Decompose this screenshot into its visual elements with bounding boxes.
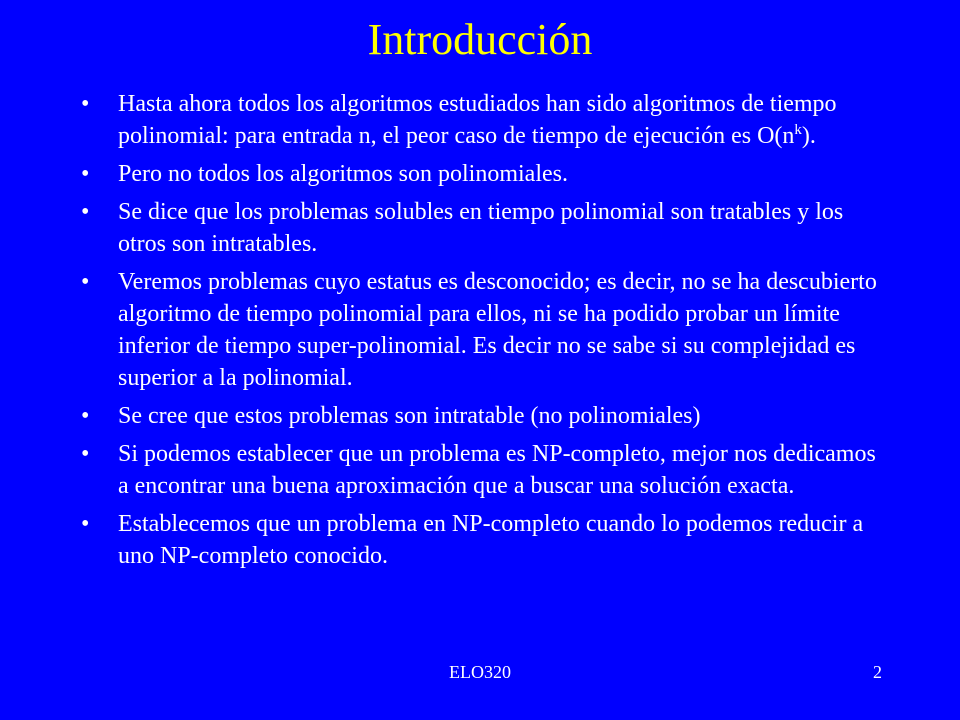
bullet-text-part: Hasta ahora todos los algoritmos estudiados han sido algoritmos de tiempo polinomial: para entrada n, el peor caso de tiempo de ejecución es O(n [118, 91, 837, 149]
superscript-k: k [794, 122, 802, 138]
bullet-text: Pero no todos los algoritmos son polinomiales. [118, 161, 568, 187]
page-number: 2 [873, 662, 882, 682]
bullet-item [78, 196, 878, 260]
bullet-text: Veremos problemas cuyo estatus es desconocido; es decir, no se ha descubierto algoritmo de tiempo polinomial para ellos, ni se ha podido probar un límite inferior de tiempo super-polinomial. Es decir no se sabe si su complejidad es superior a la polinomial. [118, 269, 877, 391]
bullet-text [118, 91, 837, 149]
bullet-icon: • [81, 199, 90, 225]
slide-title: Introducción [367, 15, 593, 64]
bullet-text-part: ). [801, 123, 816, 149]
bullet-icon: • [81, 403, 90, 429]
bullet-icon: • [81, 511, 90, 537]
bullet-icon: • [81, 161, 90, 187]
bullet-item [78, 508, 878, 572]
bullet-item [78, 400, 878, 432]
bullet-item [78, 88, 878, 152]
bullet-icon: • [81, 269, 90, 295]
bullet-icon: • [81, 91, 90, 117]
bullet-text: Establecemos que un problema en NP-completo cuando lo podemos reducir a uno NP-completo conocido. [118, 511, 864, 569]
footer-course-code: ELO320 [449, 662, 511, 682]
bullet-list [78, 88, 878, 578]
bullet-text: Si podemos establecer que un problema es NP-completo, mejor nos dedicamos a encontrar una buena aproximación que a buscar una solución exacta. [118, 441, 876, 499]
bullet-text: Se dice que los problemas solubles en tiempo polinomial son tratables y los otros son intratables. [118, 199, 844, 257]
bullet-item [78, 266, 878, 394]
bullet-text: Se cree que estos problemas son intratable (no polinomiales) [118, 403, 701, 429]
bullet-icon: • [81, 441, 90, 467]
bullet-item [78, 438, 878, 502]
bullet-item [78, 158, 878, 190]
